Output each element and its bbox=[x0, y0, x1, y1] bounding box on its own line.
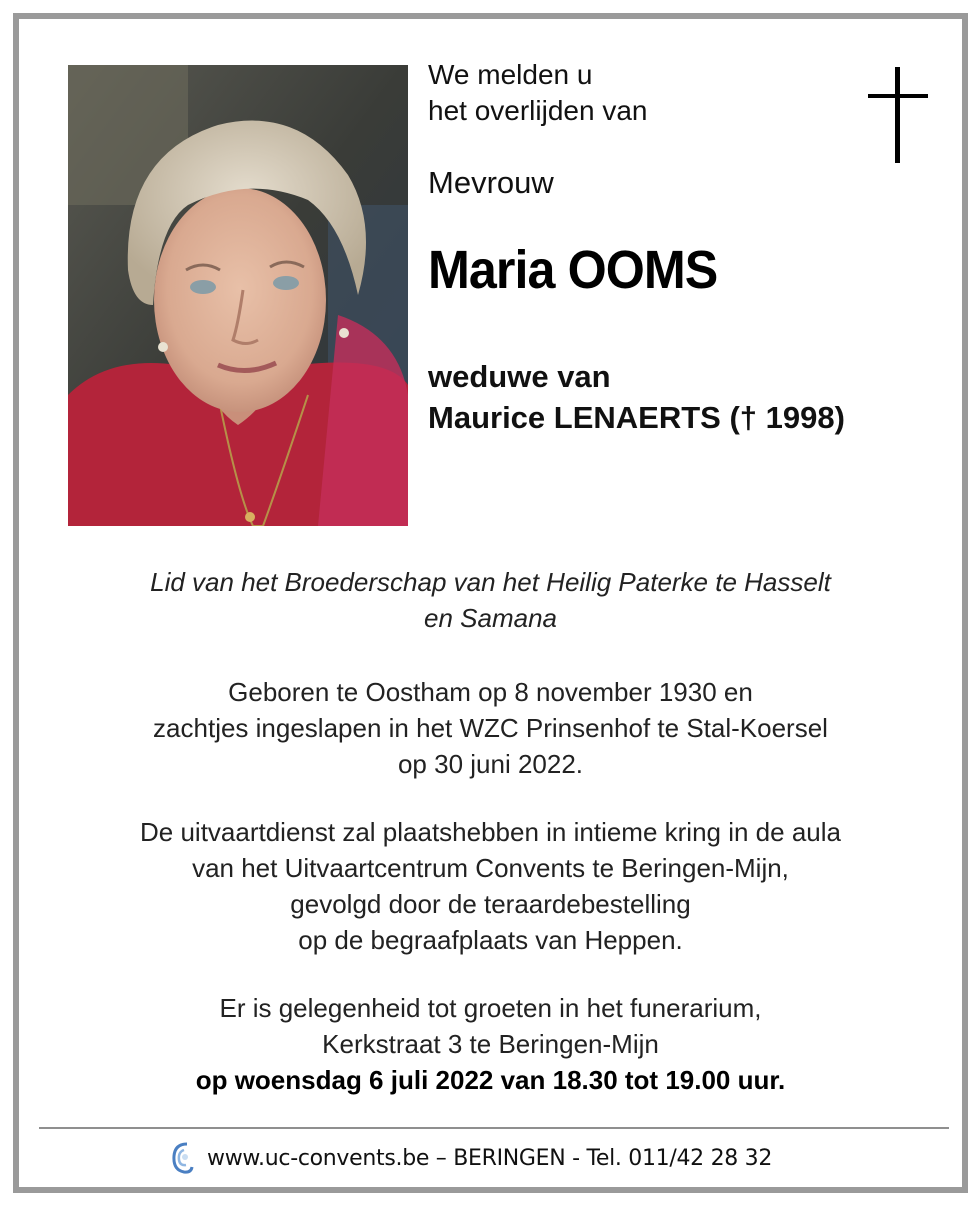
announcement-intro bbox=[428, 57, 647, 129]
spouse-line-2: Maurice LENAERTS († 1998) bbox=[428, 400, 845, 435]
convents-logo-icon bbox=[169, 1140, 195, 1176]
born-line-1: Geboren te Oostham op 8 november 1930 en bbox=[228, 677, 753, 707]
title-salutation: Mevrouw bbox=[428, 165, 554, 200]
spouse-line-1: weduwe van bbox=[428, 359, 611, 394]
born-line-3: op 30 juni 2022. bbox=[397, 749, 584, 779]
visitation-line-1: Er is gelegenheid tot groeten in het funerarium, bbox=[219, 993, 762, 1023]
funeral-line-4: op de begraafplaats van Heppen. bbox=[298, 925, 683, 955]
membership-text bbox=[19, 564, 962, 636]
portrait-photo bbox=[68, 65, 408, 526]
portrait-image bbox=[68, 65, 408, 526]
visitation-line-3: op woensdag 6 juli 2022 van 18.30 tot 19.00 uur. bbox=[195, 1065, 786, 1095]
funeral-text bbox=[19, 814, 962, 958]
intro-line-2: het overlijden van bbox=[428, 95, 648, 126]
funeral-line-3: gevolgd door de teraardebestelling bbox=[290, 889, 691, 919]
deceased-name: Maria OOMS bbox=[428, 240, 718, 300]
membership-line-1: Lid van het Broederschap van het Heilig Paterke te Hasselt bbox=[150, 567, 831, 597]
visitation-text bbox=[19, 990, 962, 1098]
visitation-line-2: Kerkstraat 3 te Beringen-Mijn bbox=[322, 1029, 659, 1059]
born-line-2: zachtjes ingeslapen in het WZC Prinsenhof te Stal-Koersel bbox=[153, 713, 828, 743]
footer-contact-text: www.uc-convents.be – BERINGEN - Tel. 011/42 28 32 bbox=[207, 1145, 773, 1171]
spouse-info bbox=[428, 356, 845, 438]
footer-divider bbox=[39, 1127, 949, 1129]
membership-line-2: en Samana bbox=[424, 603, 557, 633]
funeral-line-2: van het Uitvaartcentrum Convents te Beringen-Mijn, bbox=[192, 853, 789, 883]
intro-line-1: We melden u bbox=[428, 59, 593, 90]
cross-icon bbox=[868, 67, 928, 163]
funeral-line-1: De uitvaartdienst zal plaatshebben in intieme kring in de aula bbox=[140, 817, 841, 847]
obituary-card bbox=[13, 13, 968, 1193]
footer bbox=[169, 1138, 772, 1178]
birth-death-text bbox=[19, 674, 962, 782]
